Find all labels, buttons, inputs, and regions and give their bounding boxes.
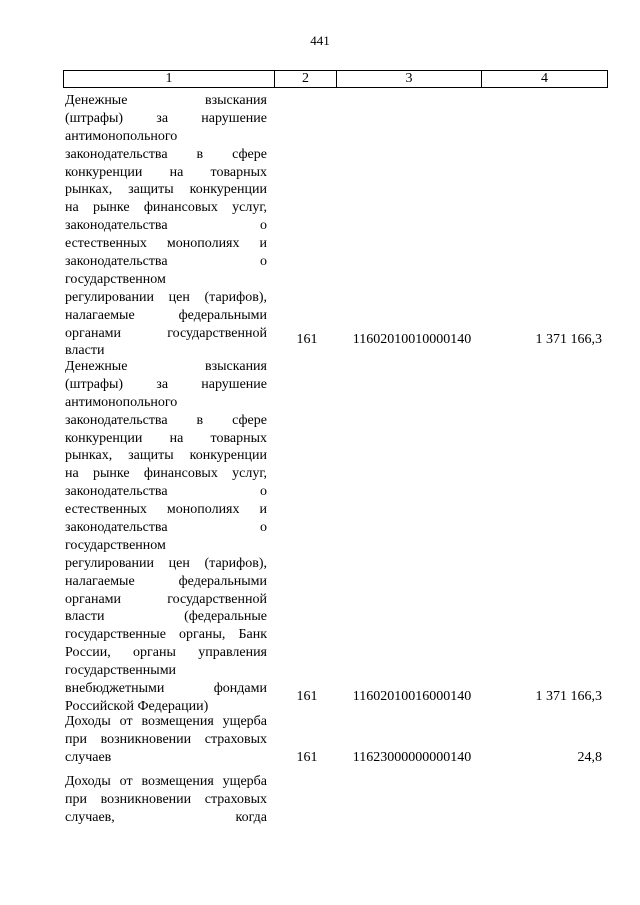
description-line: конкуренции на товарных [65, 430, 267, 446]
description-line: законодательства в сфере [65, 412, 267, 428]
row-description [65, 773, 267, 827]
description-line: налагаемые федеральными [65, 307, 267, 323]
column-header-3: 3 [337, 71, 482, 88]
description-line: антимонопольного [65, 394, 178, 410]
description-line: при возникновении страховых [65, 731, 267, 747]
column-header-4: 4 [482, 71, 608, 88]
description-line: власти [65, 343, 105, 359]
description-line: Доходы от возмещения ущерба [65, 714, 267, 729]
description-line: естественных монополиях и [65, 502, 267, 518]
row-kbk: 11623000000000140 [352, 750, 472, 765]
column-header-row [64, 71, 608, 88]
description-line: органами государственной [65, 591, 267, 607]
description-line: (штрафы) за нарушение [65, 110, 267, 126]
description-line: государственном [65, 271, 166, 287]
description-line: конкуренции на товарных [65, 164, 267, 180]
description-line: Доходы от возмещения ущерба [65, 774, 267, 789]
description-line: Денежные взыскания [65, 359, 267, 374]
description-line: естественных монополиях и [65, 236, 267, 252]
description-line: рынках, защиты конкуренции [65, 448, 267, 464]
description-line: рынках, защиты конкуренции [65, 182, 267, 198]
row-kbk: 11602010016000140 [352, 689, 472, 704]
description-line: налагаемые федеральными [65, 573, 267, 589]
description-line: власти (федеральные [65, 609, 267, 625]
description-line: законодательства о [65, 520, 267, 536]
row-code: 161 [296, 332, 318, 347]
description-line: законодательства в сфере [65, 146, 267, 162]
description-line: законодательства о [65, 484, 267, 500]
description-line: Денежные взыскания [65, 93, 267, 108]
row-kbk: 11602010010000140 [352, 332, 472, 347]
column-header-1: 1 [64, 71, 275, 88]
description-line: (штрафы) за нарушение [65, 376, 267, 392]
row-description [65, 358, 267, 716]
description-line: случаев [65, 749, 112, 765]
description-line: государственном [65, 537, 166, 553]
description-line: государственные органы, Банк [65, 627, 267, 643]
row-amount: 1 371 166,3 [535, 332, 602, 347]
description-line: регулировании цен (тарифов), [65, 289, 267, 305]
column-header-table [63, 70, 608, 88]
description-line: при возникновении страховых [65, 791, 267, 807]
column-header-2: 2 [275, 71, 337, 88]
description-line: регулировании цен (тарифов), [65, 555, 267, 571]
description-line: государственными [65, 663, 177, 679]
page-number: 441 [310, 33, 330, 48]
row-description [65, 713, 267, 767]
row-amount: 24,8 [577, 750, 602, 765]
row-amount: 1 371 166,3 [535, 689, 602, 704]
row-code: 161 [296, 750, 318, 765]
row-code: 161 [296, 689, 318, 704]
description-line: антимонопольного [65, 128, 178, 144]
description-line: законодательства о [65, 218, 267, 234]
row-description [65, 92, 267, 360]
description-line: России, органы управления [65, 645, 267, 661]
description-line: на рынке финансовых услуг, [65, 466, 267, 482]
description-line: органами государственной [65, 325, 267, 341]
description-line: Российской Федерации) [65, 698, 209, 714]
description-line: на рынке финансовых услуг, [65, 200, 267, 216]
description-line: случаев, когда [65, 809, 267, 825]
description-line: законодательства о [65, 254, 267, 270]
description-line: внебюджетными фондами [65, 681, 267, 697]
